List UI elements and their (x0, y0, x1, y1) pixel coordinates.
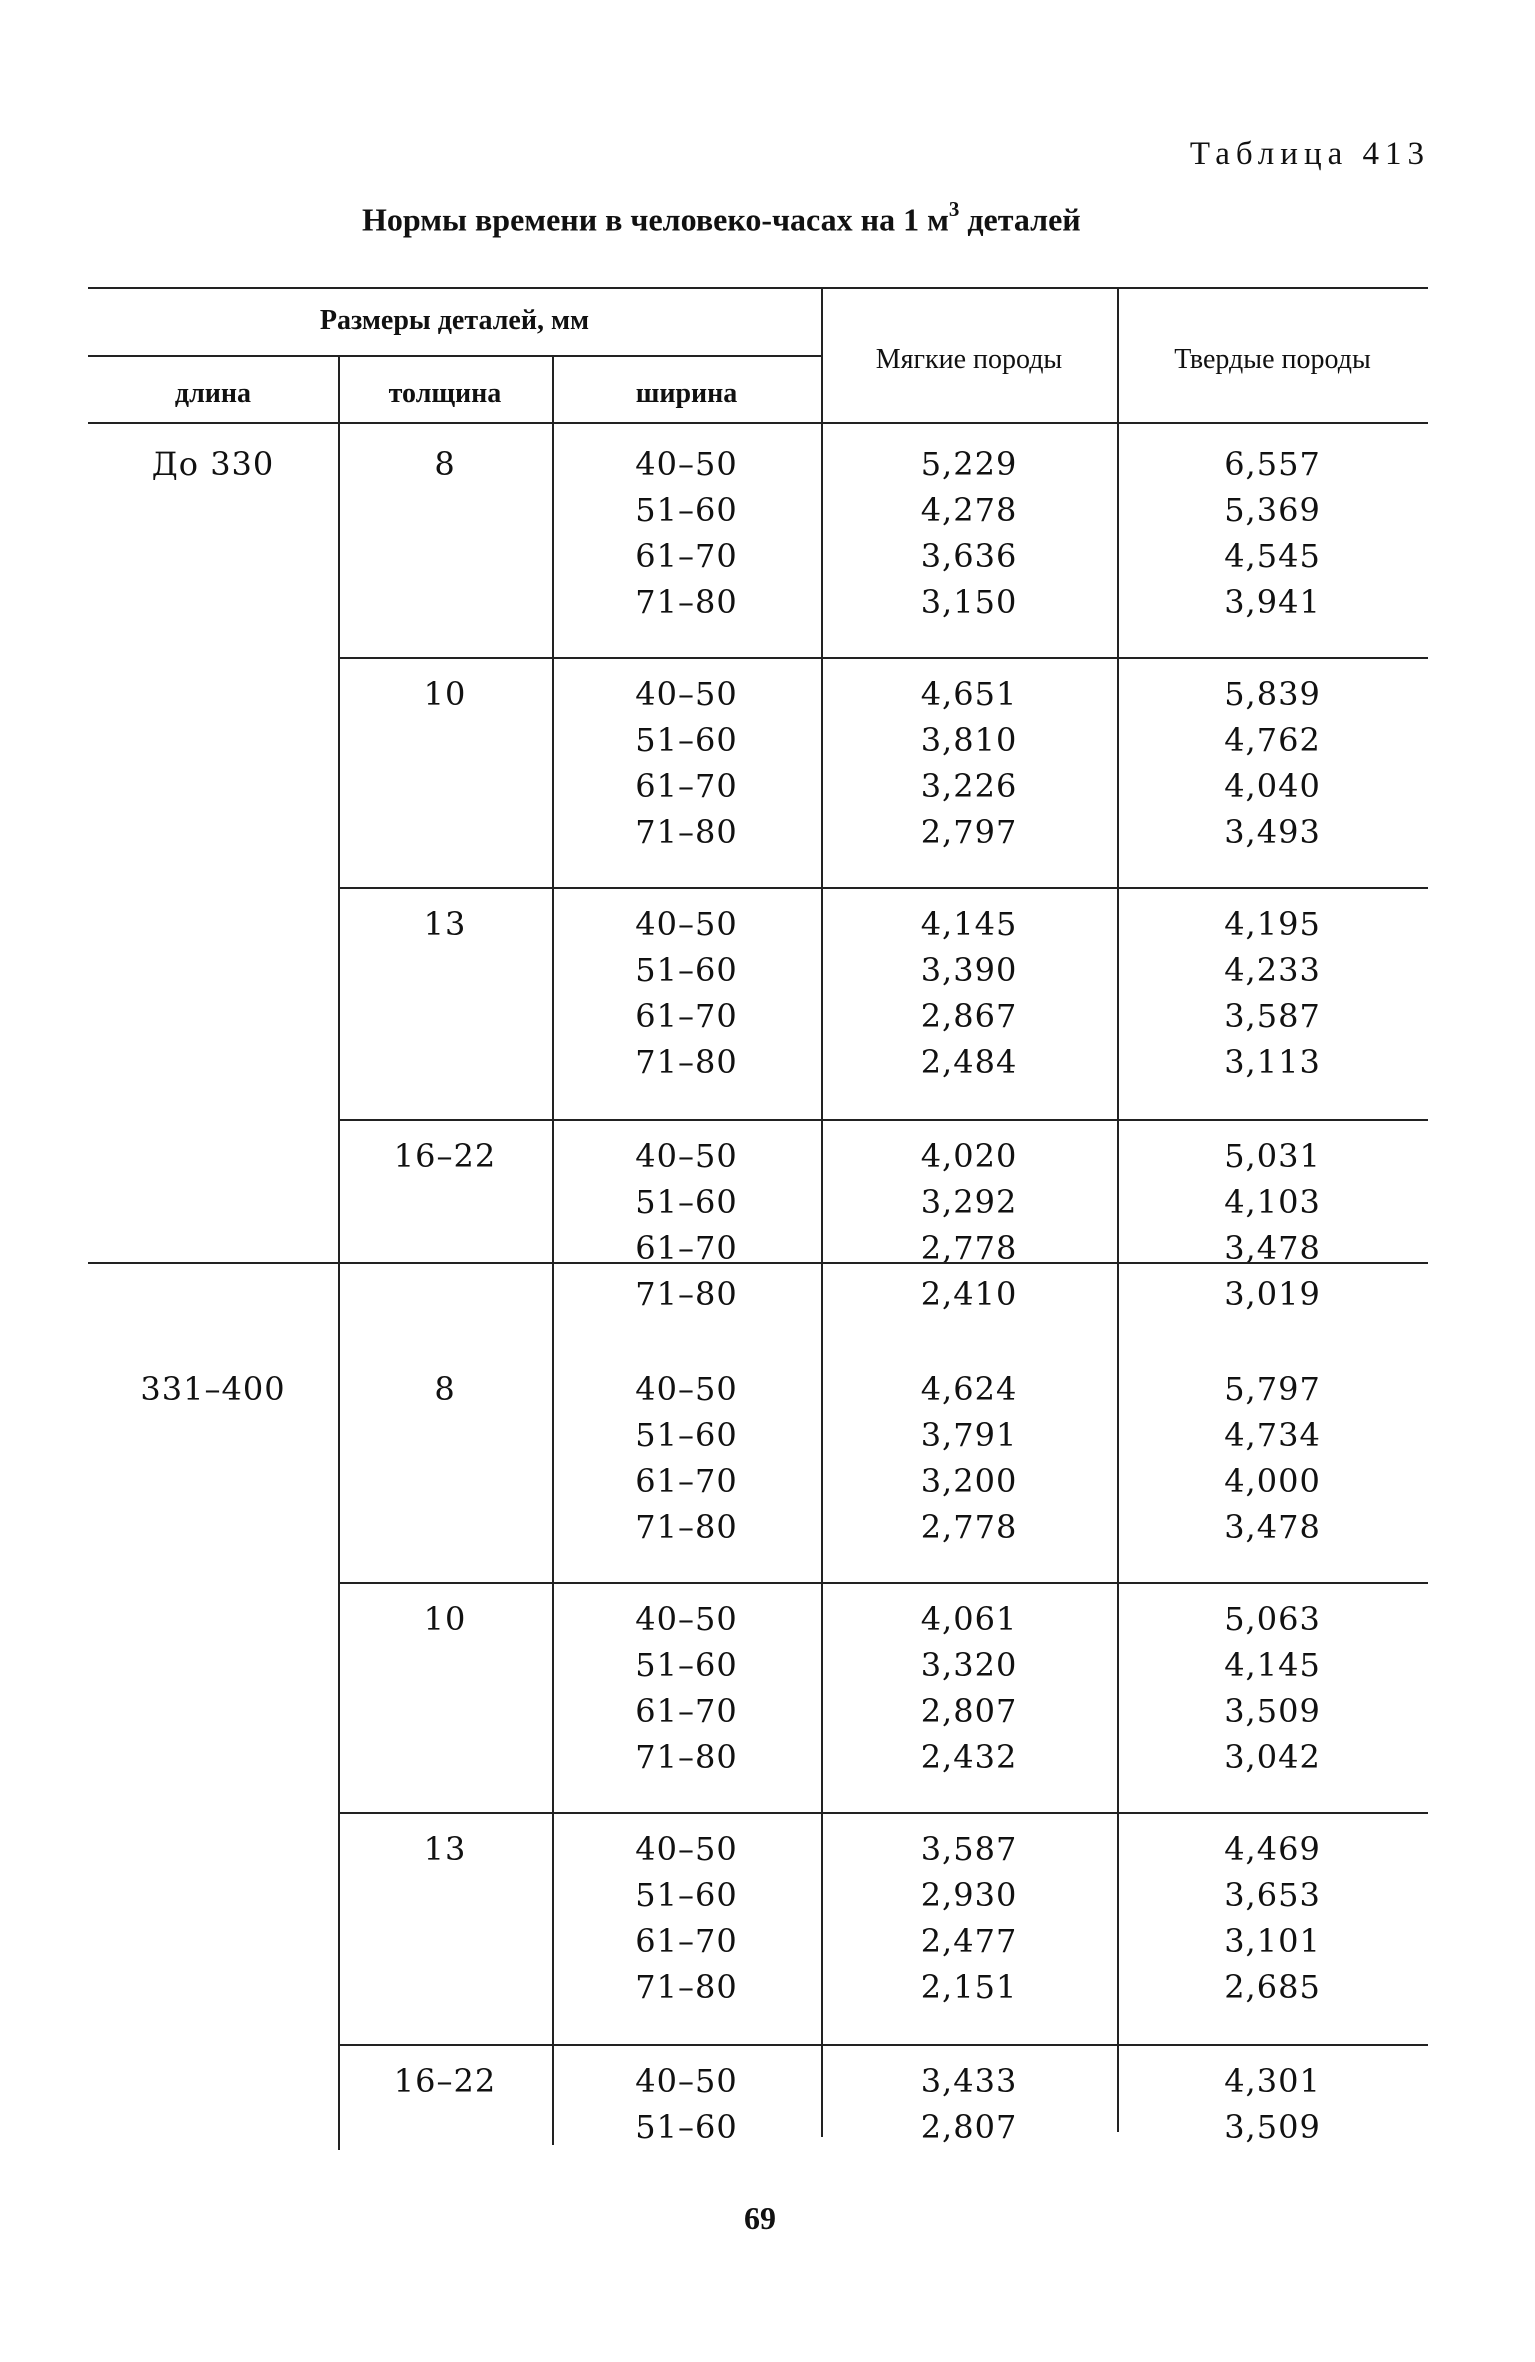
hard-wood-value: 4,301 (1224, 2062, 1321, 2100)
hard-wood-value: 4,103 (1224, 1183, 1321, 1221)
soft-wood-value: 5,229 (920, 445, 1018, 483)
soft-wood-value: 4,145 (920, 905, 1018, 943)
width-cell: 40–50 (635, 1370, 738, 1408)
hard-wood-value: 3,478 (1224, 1229, 1321, 1267)
thickness-cell: 13 (423, 1830, 467, 1868)
width-cell: 51–60 (635, 721, 738, 759)
width-cell: 61–70 (635, 1922, 738, 1960)
soft-wood-value: 3,791 (920, 1416, 1018, 1454)
col-rule-length (338, 355, 340, 2150)
thickness-cell: 10 (423, 1600, 467, 1638)
hard-wood-value: 4,145 (1224, 1646, 1321, 1684)
soft-wood-value: 3,292 (920, 1183, 1018, 1221)
hard-wood-value: 4,000 (1224, 1462, 1321, 1500)
width-cell: 40–50 (635, 675, 738, 713)
width-cell: 61–70 (635, 767, 738, 805)
thickness-cell: 16–22 (393, 2062, 497, 2100)
length-cell: 331–400 (140, 1370, 286, 1408)
soft-wood-value: 3,390 (920, 951, 1018, 989)
width-cell: 51–60 (635, 1646, 738, 1684)
header-group-rule (88, 355, 821, 357)
hard-wood-value: 3,101 (1224, 1922, 1321, 1960)
hard-wood-value: 5,369 (1224, 491, 1321, 529)
width-cell: 40–50 (635, 1830, 738, 1868)
soft-wood-value: 2,807 (920, 1692, 1018, 1730)
width-cell: 51–60 (635, 1416, 738, 1454)
width-cell: 51–60 (635, 491, 738, 529)
soft-wood-value: 3,433 (920, 2062, 1018, 2100)
table-top-rule (88, 287, 1428, 289)
header-soft-wood: Мягкие породы (875, 344, 1063, 375)
group-separator (338, 657, 1428, 659)
width-cell: 40–50 (635, 1137, 738, 1175)
hard-wood-value: 5,031 (1224, 1137, 1321, 1175)
soft-wood-value: 2,778 (920, 1229, 1018, 1267)
hard-wood-value: 3,941 (1224, 583, 1321, 621)
width-cell: 71–80 (635, 813, 738, 851)
soft-wood-value: 2,778 (920, 1508, 1018, 1546)
width-cell: 71–80 (635, 583, 738, 621)
soft-wood-value: 3,200 (920, 1462, 1018, 1500)
hard-wood-value: 3,113 (1224, 1043, 1321, 1081)
hard-wood-value: 3,509 (1224, 2108, 1321, 2146)
hard-wood-value: 3,493 (1224, 813, 1321, 851)
hard-wood-value: 5,797 (1224, 1370, 1321, 1408)
hard-wood-value: 4,469 (1224, 1830, 1321, 1868)
hard-wood-value: 3,653 (1224, 1876, 1321, 1914)
title-suffix: деталей (959, 201, 1081, 238)
length-cell: До 330 (151, 445, 275, 483)
group-separator (338, 1812, 1428, 1814)
soft-wood-value: 2,432 (920, 1738, 1018, 1776)
width-cell: 51–60 (635, 1183, 738, 1221)
thickness-cell: 10 (423, 675, 467, 713)
width-cell: 51–60 (635, 951, 738, 989)
group-separator (338, 887, 1428, 889)
hard-wood-value: 3,019 (1224, 1275, 1321, 1313)
header-length: длина (174, 378, 252, 409)
width-cell: 40–50 (635, 905, 738, 943)
soft-wood-value: 3,636 (920, 537, 1018, 575)
header-width: ширина (635, 378, 738, 409)
width-cell: 61–70 (635, 1692, 738, 1730)
width-cell: 40–50 (635, 445, 738, 483)
width-cell: 61–70 (635, 1229, 738, 1267)
title-text: Нормы времени в человеко-часах на 1 м (362, 201, 949, 238)
hard-wood-value: 3,478 (1224, 1508, 1321, 1546)
hard-wood-value: 5,839 (1224, 675, 1321, 713)
width-cell: 51–60 (635, 1876, 738, 1914)
soft-wood-value: 2,867 (920, 997, 1018, 1035)
soft-wood-value: 3,226 (920, 767, 1018, 805)
width-cell: 71–80 (635, 1508, 738, 1546)
soft-wood-value: 3,320 (920, 1646, 1018, 1684)
section-separator (88, 1262, 1428, 1264)
header-hard-wood: Твердые породы (1174, 344, 1371, 375)
hard-wood-value: 2,685 (1224, 1968, 1321, 2006)
hard-wood-value: 4,734 (1224, 1416, 1321, 1454)
width-cell: 61–70 (635, 1462, 738, 1500)
soft-wood-value: 2,930 (920, 1876, 1018, 1914)
width-cell: 71–80 (635, 1968, 738, 2006)
hard-wood-value: 3,509 (1224, 1692, 1321, 1730)
thickness-cell: 13 (423, 905, 467, 943)
soft-wood-value: 2,807 (920, 2108, 1018, 2146)
soft-wood-value: 4,061 (920, 1600, 1018, 1638)
width-cell: 71–80 (635, 1275, 738, 1313)
width-cell: 71–80 (635, 1043, 738, 1081)
soft-wood-value: 4,278 (920, 491, 1018, 529)
hard-wood-value: 4,762 (1224, 721, 1321, 759)
soft-wood-value: 2,797 (920, 813, 1018, 851)
hard-wood-value: 3,042 (1224, 1738, 1321, 1776)
soft-wood-value: 4,651 (920, 675, 1018, 713)
hard-wood-value: 4,040 (1224, 767, 1321, 805)
hard-wood-value: 6,557 (1224, 445, 1321, 483)
header-group: Размеры деталей, мм (319, 305, 590, 336)
width-cell: 61–70 (635, 537, 738, 575)
soft-wood-value: 3,587 (920, 1830, 1018, 1868)
hard-wood-value: 4,233 (1224, 951, 1321, 989)
thickness-cell: 8 (434, 445, 456, 483)
soft-wood-value: 2,477 (920, 1922, 1018, 1960)
soft-wood-value: 3,810 (920, 721, 1018, 759)
header-bottom-rule (88, 422, 1428, 424)
hard-wood-value: 5,063 (1224, 1600, 1321, 1638)
thickness-cell: 8 (434, 1370, 456, 1408)
soft-wood-value: 2,151 (920, 1968, 1018, 2006)
soft-wood-value: 2,410 (920, 1275, 1018, 1313)
soft-wood-value: 4,624 (920, 1370, 1018, 1408)
page-number: 69 (744, 2200, 776, 2236)
table-title (362, 197, 1162, 239)
group-separator (338, 2044, 1428, 2046)
title-superscript: 3 (948, 197, 960, 221)
soft-wood-value: 4,020 (920, 1137, 1018, 1175)
group-separator (338, 1582, 1428, 1584)
hard-wood-value: 4,195 (1224, 905, 1321, 943)
thickness-cell: 16–22 (393, 1137, 497, 1175)
group-separator (338, 1119, 1428, 1121)
width-cell: 40–50 (635, 1600, 738, 1638)
soft-wood-value: 2,484 (920, 1043, 1018, 1081)
header-thickness: толщина (388, 378, 502, 409)
hard-wood-value: 4,545 (1224, 537, 1321, 575)
width-cell: 51–60 (635, 2108, 738, 2146)
width-cell: 61–70 (635, 997, 738, 1035)
width-cell: 71–80 (635, 1738, 738, 1776)
hard-wood-value: 3,587 (1224, 997, 1321, 1035)
width-cell: 40–50 (635, 2062, 738, 2100)
table-number: Таблица 413 (1189, 136, 1430, 172)
soft-wood-value: 3,150 (920, 583, 1018, 621)
